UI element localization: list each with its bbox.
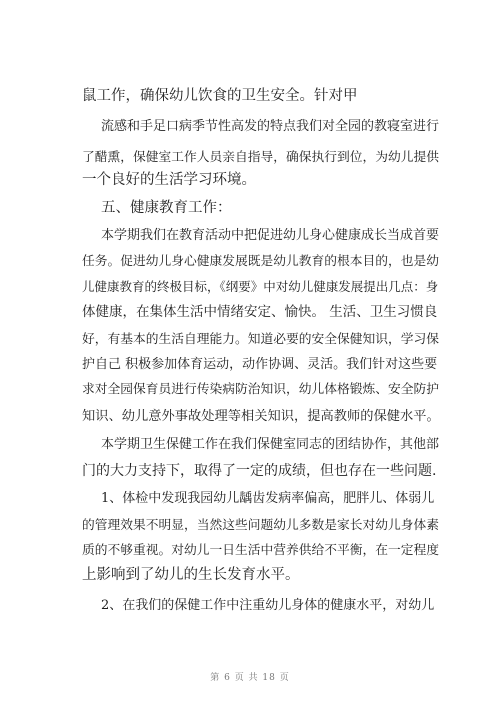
text-line: 求对全园保育员进行传染病防治知识，幼儿体格锻炼、安全防护 (82, 382, 439, 397)
text-line: 体健康，在集体生活中情绪安定、愉快。 生活、卫生习惯良 (82, 304, 438, 320)
text-line: 鼠工作，确保幼儿饮食的卫生安全。针对甲 (82, 88, 358, 104)
text-line: 知识、幼儿意外事故处理等相关知识，提高教师的保健水平。 (82, 409, 440, 424)
text-line: 门的大力支持下，取得了一定的成绩，但也存在一些问题. (82, 463, 437, 479)
text-line: 质的不够重视。对幼儿一日生活中营养供给不平衡，在一定程度 (82, 543, 439, 558)
text-line: 本学期卫生保健工作在我们保健室同志的团结协作，其他部 (101, 437, 440, 452)
text-line: 的管理效果不明显，当然这些问题幼儿多数是家长对幼儿身体素 (82, 518, 439, 533)
section-heading: 五、健康教育工作： (101, 200, 232, 216)
page-number-footer: 第 6 页 共 18 页 (210, 673, 290, 683)
text-line: 了醋熏，保健室工作人员亲自指导，确保执行到位，为幼儿提供 (82, 150, 439, 165)
text-line: 上影响到了幼儿的生长发育水平。 (82, 567, 300, 583)
text-line: 护自己 积极参加体育运动，动作协调、灵活。我们针对这些要 (82, 357, 438, 372)
text-line: 儿健康教育的终极目标，《纲要》中对幼儿健康发展提出几点：身 (82, 279, 439, 294)
text-line: 好，有基本的生活自理能力。知道必要的安全保健知识，学习保 (82, 332, 439, 347)
text-line: 1、体检中发现我园幼儿龋齿发病率偏高，肥胖儿、体弱儿 (101, 491, 435, 506)
text-line: 2、在我们的保健工作中注重幼儿身体的健康水平，对幼儿 (101, 598, 435, 613)
text-line: 流感和手足口病季节性高发的特点我们对全园的教寝室进行 (101, 119, 440, 134)
text-line: 本学期我们在教育活动中把促进幼儿身心健康成长当成首要 (101, 228, 440, 243)
text-line: 一个良好的生活学习环境。 (82, 172, 256, 188)
text-line: 任务。促进幼儿身心健康发展既是幼儿教育的根本目的，也是幼 (82, 254, 439, 269)
